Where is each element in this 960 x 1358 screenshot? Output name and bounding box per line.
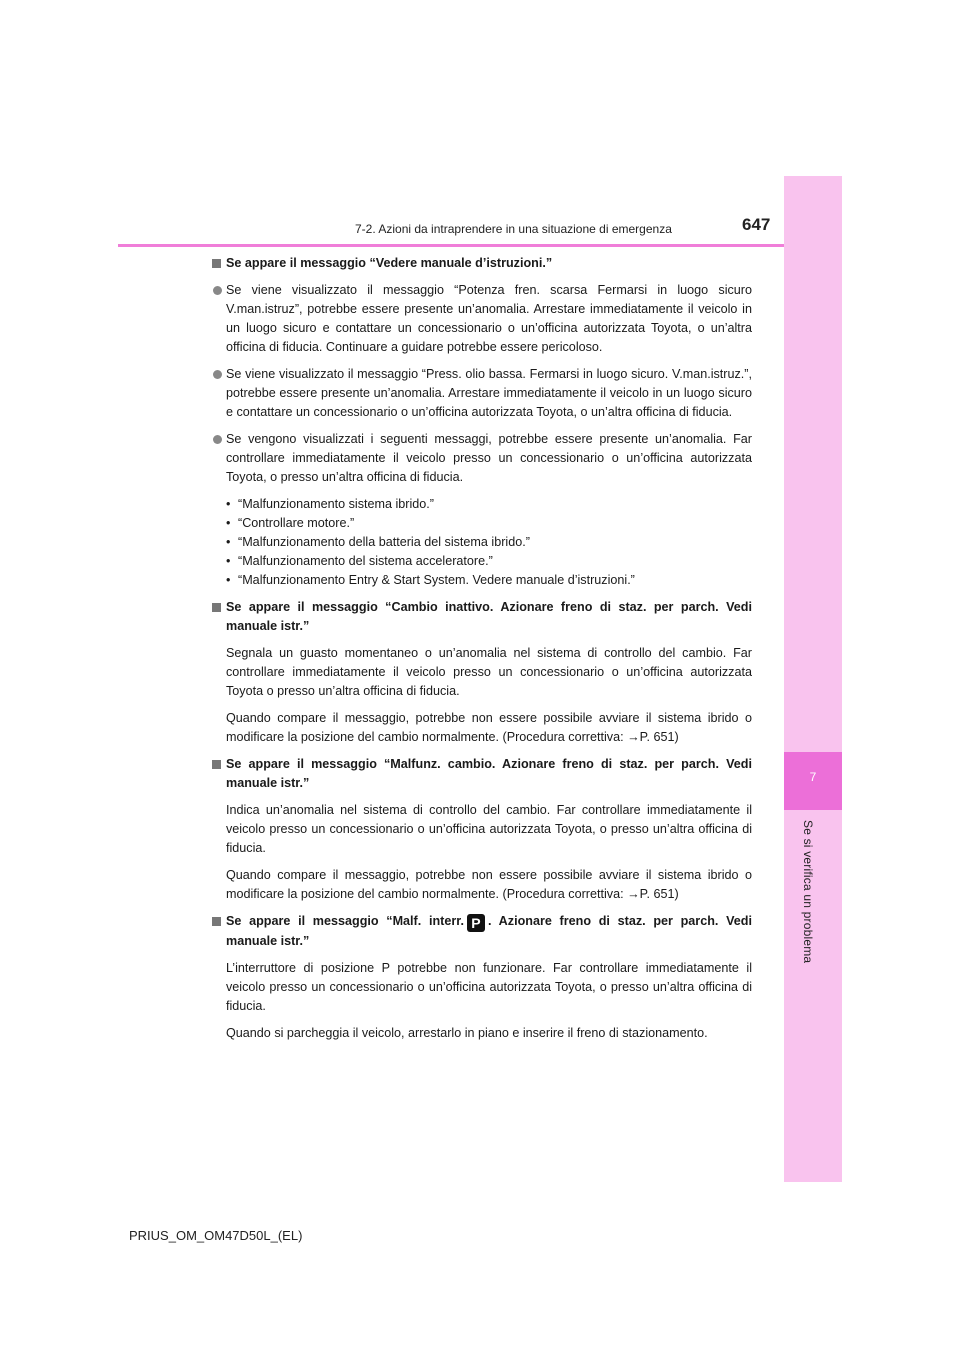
square-bullet-icon xyxy=(212,760,221,769)
chapter-title: Se si verifica un problema xyxy=(801,820,815,964)
bullet-3: Se vengono visualizzati i seguenti messaggi, potrebbe essere presente un’anomalia. Far controllare immediatamente il veicolo presso un concessionario o un’officina autorizzata Toyota, o presso un’altra officina di fiducia. xyxy=(212,430,752,487)
document-code: PRIUS_OM_OM47D50L_(EL) xyxy=(129,1228,303,1243)
list-item: • “Malfunzionamento della batteria del sistema ibrido.” xyxy=(226,533,752,552)
paragraph: L’interruttore di posizione P potrebbe non funzionare. Far controllare immediatamente il veicolo presso un concessionario o un’officina autorizzata Toyota, o presso un’altra officina di fiducia. xyxy=(226,961,752,1013)
list-item: • “Controllare motore.” xyxy=(226,514,752,533)
chapter-number: 7 xyxy=(809,770,817,784)
heading-4: Se appare il messaggio “Malf. interr. P . Azionare freno di staz. per parch. Vedi manuale istr.” xyxy=(212,912,752,951)
circle-bullet-icon xyxy=(213,435,222,444)
paragraph: Segnala un guasto momentaneo o un’anomalia nel sistema di controllo del cambio. Far controllare immediatamente il veicolo presso un concessionario o un’officina autorizzata Toyota o presso un’altra officina di fiducia. xyxy=(226,646,752,698)
square-bullet-icon xyxy=(212,259,221,268)
bullet-2: Se viene visualizzato il messaggio “Press. olio bassa. Fermarsi in luogo sicuro. V.man.istruz.”, potrebbe essere presente un’anomalia. Arrestare immediatamente il veicolo in un luogo sicuro e contattare un concessionario o un’officina autorizzata Toyota, o un’altra officina di fiducia. xyxy=(212,365,752,422)
main-content xyxy=(212,254,752,1051)
square-bullet-icon xyxy=(212,603,221,612)
bullet-1: Se viene visualizzato il messaggio “Potenza fren. scarsa Fermarsi in luogo sicuro V.man.istruz”, potrebbe essere presente un’anomalia. Arrestare immediatamente il veicolo in un luogo sicuro e contattare un concessionario o un’officina autorizzata Toyota, o un’altra officina di fiducia. Continuare a guidare potrebbe essere pericoloso. xyxy=(212,281,752,357)
message-list xyxy=(212,495,752,590)
square-bullet-icon xyxy=(212,917,221,926)
paragraph: Quando compare il messaggio, potrebbe non essere possibile avviare il sistema ibrido o modificare la posizione del cambio normalmente. (Procedura correttiva: →P. 651) xyxy=(226,868,752,901)
heading-2: Se appare il messaggio “Cambio inattivo. Azionare freno di staz. per parch. Vedi manuale istr.” xyxy=(212,598,752,636)
page-number: 647 xyxy=(742,215,771,234)
circle-bullet-icon xyxy=(213,286,222,295)
paragraph: Quando compare il messaggio, potrebbe non essere possibile avviare il sistema ibrido o modificare la posizione del cambio normalmente. (Procedura correttiva: →P. 651) xyxy=(226,711,752,744)
side-tab xyxy=(784,176,842,1182)
header-rule xyxy=(118,244,784,247)
paragraph: Quando si parcheggia il veicolo, arrestarlo in piano e inserire il freno di stazionamento. xyxy=(226,1026,708,1040)
list-item: • “Malfunzionamento sistema ibrido.” xyxy=(226,495,752,514)
p-switch-icon: P xyxy=(467,914,485,932)
paragraph: Indica un’anomalia nel sistema di controllo del cambio. Far controllare immediatamente il veicolo presso un concessionario o un’officina autorizzata Toyota, o presso un’altra officina di fiducia. xyxy=(226,803,752,855)
chapter-number-tab xyxy=(784,752,842,810)
list-item: • “Malfunzionamento Entry & Start System. Vedere manuale d’istruzioni.” xyxy=(226,571,752,590)
list-item: • “Malfunzionamento del sistema acceleratore.” xyxy=(226,552,752,571)
heading-1: Se appare il messaggio “Vedere manuale d’istruzioni.” xyxy=(212,254,752,273)
section-title: 7-2. Azioni da intraprendere in una situazione di emergenza xyxy=(355,222,672,236)
circle-bullet-icon xyxy=(213,370,222,379)
heading-3: Se appare il messaggio “Malfunz. cambio. Azionare freno di staz. per parch. Vedi manuale istr.” xyxy=(212,755,752,793)
